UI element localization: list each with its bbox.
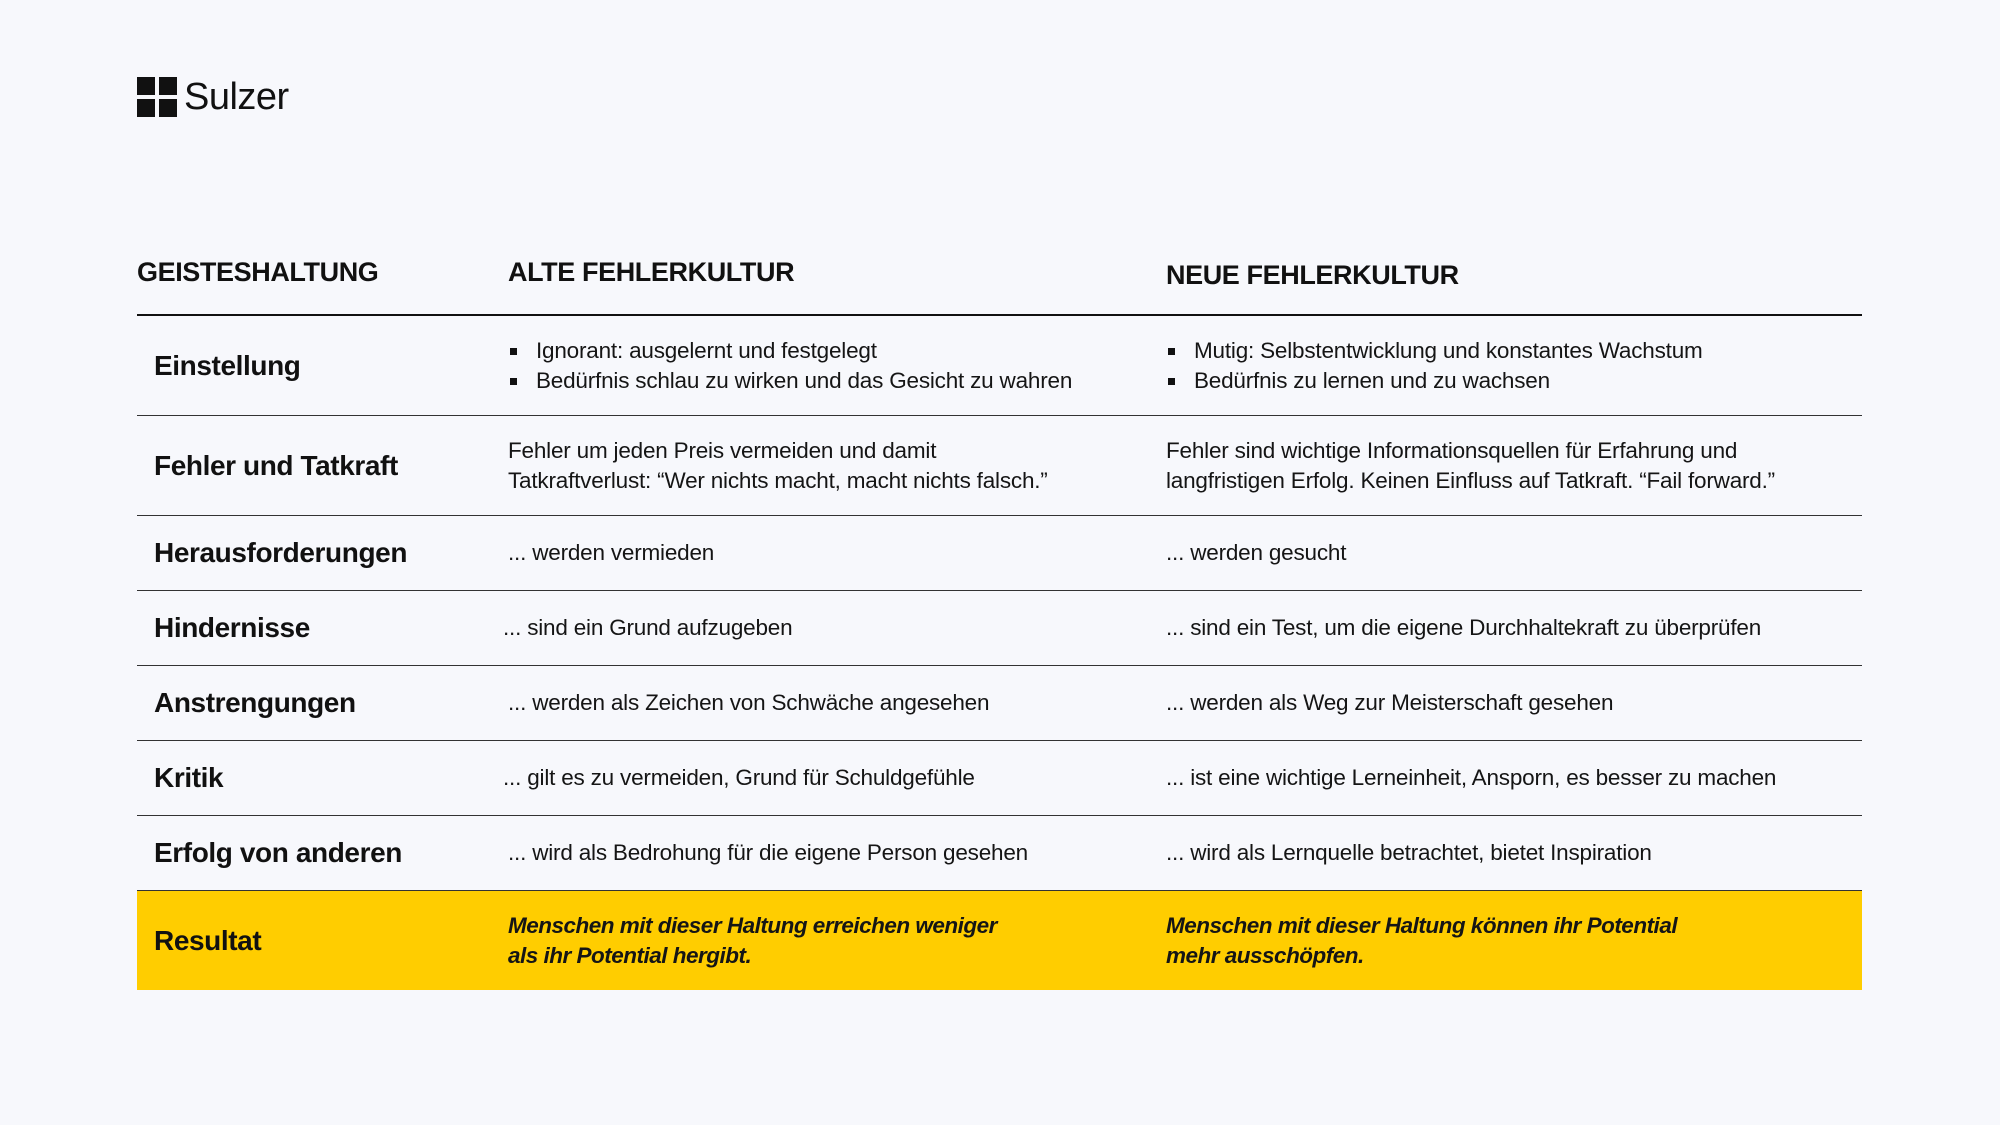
row-label: Herausforderungen (154, 537, 408, 568)
cell-line: Menschen mit dieser Haltung erreichen weniger (508, 912, 997, 938)
comparison-table (137, 245, 1862, 990)
table-row (137, 741, 1862, 816)
four-square-grid-icon (137, 77, 177, 117)
new-culture-cell: ... ist eine wichtige Lerneinheit, Ansporn, es besser zu machen (1166, 765, 1777, 790)
table-row (137, 516, 1862, 591)
old-culture-cell (508, 336, 1148, 396)
new-culture-cell (1166, 436, 1856, 496)
table-header-row (137, 245, 1862, 316)
logo-text: Sulzer (184, 76, 289, 118)
old-culture-result (508, 911, 1148, 971)
table-row (137, 591, 1862, 666)
bullet-list (1166, 336, 1856, 396)
new-culture-result (1166, 911, 1856, 971)
old-culture-cell: ... sind ein Grund aufzugeben (503, 615, 793, 640)
old-culture-cell: ... wird als Bedrohung für die eigene Person gesehen (508, 840, 1028, 865)
list-item: Mutig: Selbstentwicklung und konstantes Wachstum (1166, 336, 1856, 366)
row-label: Fehler und Tatkraft (154, 449, 398, 481)
old-culture-cell: ... werden als Zeichen von Schwäche angesehen (508, 690, 990, 715)
table-row (137, 416, 1862, 516)
header-mindset: GEISTESHALTUNG (137, 257, 379, 287)
table-row (137, 666, 1862, 741)
result-row (137, 891, 1862, 990)
new-culture-cell (1166, 336, 1856, 396)
row-label: Anstrengungen (154, 687, 356, 718)
new-culture-cell: ... sind ein Test, um die eigene Durchhaltekraft zu überprüfen (1166, 615, 1762, 640)
bullet-list (508, 336, 1148, 396)
cell-line: Fehler sind wichtige Informationsquellen für Erfahrung und (1166, 437, 1738, 463)
header-old-culture: ALTE FEHLERKULTUR (508, 257, 795, 287)
list-item: Bedürfnis zu lernen und zu wachsen (1166, 366, 1856, 396)
cell-line: mehr ausschöpfen. (1166, 942, 1364, 968)
result-label: Resultat (154, 924, 262, 956)
sulzer-logo (137, 77, 289, 117)
row-label: Erfolg von anderen (154, 837, 402, 868)
new-culture-cell: ... werden als Weg zur Meisterschaft gesehen (1166, 690, 1614, 715)
table-row (137, 816, 1862, 891)
row-label: Kritik (154, 762, 224, 793)
header-new-culture: NEUE FEHLERKULTUR (1166, 260, 1459, 290)
list-item: Ignorant: ausgelernt und festgelegt (508, 336, 1148, 366)
table-row (137, 316, 1862, 416)
old-culture-cell: ... gilt es zu vermeiden, Grund für Schuldgefühle (503, 765, 975, 790)
list-item: Bedürfnis schlau zu wirken und das Gesicht zu wahren (508, 366, 1148, 396)
row-label: Einstellung (154, 349, 301, 381)
cell-line: als ihr Potential hergibt. (508, 942, 752, 968)
old-culture-cell: ... werden vermieden (508, 540, 715, 565)
new-culture-cell: ... werden gesucht (1166, 540, 1347, 565)
cell-line: langfristigen Erfolg. Keinen Einfluss auf Tatkraft. “Fail forward.” (1166, 467, 1775, 493)
cell-line: Menschen mit dieser Haltung können ihr Potential (1166, 912, 1678, 938)
cell-line: Fehler um jeden Preis vermeiden und damit (508, 437, 937, 463)
cell-line: Tatkraftverlust: “Wer nichts macht, macht nichts falsch.” (508, 467, 1048, 493)
old-culture-cell (508, 436, 1148, 496)
new-culture-cell: ... wird als Lernquelle betrachtet, bietet Inspiration (1166, 840, 1652, 865)
row-label: Hindernisse (154, 612, 310, 643)
